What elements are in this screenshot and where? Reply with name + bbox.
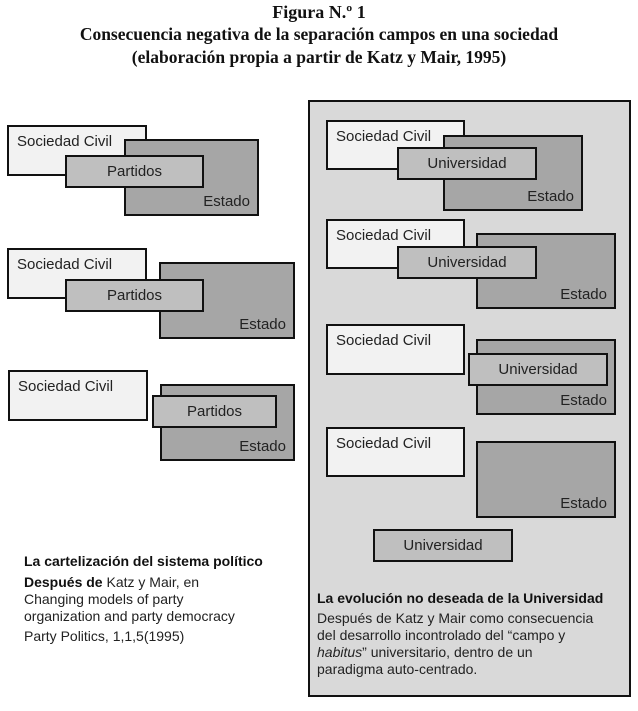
universidad-box bbox=[397, 147, 537, 180]
right-caption-line-1: Después de Katz y Mair como consecuencia bbox=[317, 610, 594, 626]
estado-box bbox=[476, 441, 616, 518]
estado-label: Estado bbox=[239, 438, 286, 455]
estado-label: Estado bbox=[560, 495, 607, 512]
sociedad-civil-label: Sociedad Civil bbox=[17, 133, 113, 150]
sociedad-civil-box bbox=[326, 324, 465, 375]
universidad-label: Universidad bbox=[427, 254, 507, 271]
sociedad-civil-label: Sociedad Civil bbox=[17, 256, 113, 273]
universidad-label: Universidad bbox=[403, 537, 483, 554]
estado-label: Estado bbox=[560, 392, 607, 409]
partidos-box bbox=[65, 155, 204, 188]
partidos-box bbox=[152, 395, 277, 428]
right-caption bbox=[317, 590, 627, 678]
left-caption-heading: La cartelización del sistema político bbox=[24, 553, 263, 569]
universidad-label: Universidad bbox=[498, 361, 578, 378]
left-caption-line-1-rest: Katz y Mair, en bbox=[102, 574, 200, 590]
sociedad-civil-box bbox=[326, 427, 465, 477]
sociedad-civil-box bbox=[8, 370, 148, 421]
left-caption-line-1 bbox=[24, 574, 294, 591]
partidos-label: Partidos bbox=[106, 163, 163, 180]
estado-label: Estado bbox=[239, 316, 286, 333]
figure-title: Figura N.º 1 bbox=[272, 2, 366, 22]
universidad-label: Universidad bbox=[427, 155, 507, 172]
partidos-label: Partidos bbox=[106, 287, 163, 304]
right-caption-line-3 bbox=[317, 644, 627, 661]
left-caption-line-4: Party Politics, 1,1,5(1995) bbox=[24, 628, 185, 644]
sociedad-civil-label: Sociedad Civil bbox=[336, 128, 432, 145]
sociedad-civil-label: Sociedad Civil bbox=[18, 378, 114, 395]
sociedad-civil-label: Sociedad Civil bbox=[336, 332, 432, 349]
universidad-box bbox=[373, 529, 513, 562]
partidos-label: Partidos bbox=[186, 403, 243, 420]
sociedad-civil-label: Sociedad Civil bbox=[336, 227, 432, 244]
right-caption-line-4: paradigma auto-centrado. bbox=[317, 661, 478, 677]
left-caption bbox=[24, 553, 294, 645]
figure-source: (elaboración propia a partir de Katz y Mair, 1995) bbox=[131, 47, 507, 67]
partidos-box bbox=[65, 279, 204, 312]
left-caption-line-3: organization and party democracy bbox=[24, 608, 235, 624]
estado-label: Estado bbox=[527, 188, 574, 205]
left-caption-bold-lead: Después de bbox=[24, 574, 103, 590]
left-caption-line-2: Changing models of party bbox=[24, 591, 184, 607]
estado-label: Estado bbox=[203, 193, 250, 210]
universidad-box bbox=[468, 353, 608, 386]
right-caption-heading: La evolución no deseada de la Universidad bbox=[317, 590, 604, 606]
estado-label: Estado bbox=[560, 286, 607, 303]
right-caption-line-3-rest: ” universitario, dentro de un bbox=[362, 644, 533, 660]
right-caption-line-2: del desarrollo incontrolado del “campo y bbox=[317, 627, 566, 643]
sociedad-civil-label: Sociedad Civil bbox=[336, 435, 432, 452]
figure-subtitle: Consecuencia negativa de la separación campos en una sociedad bbox=[79, 24, 559, 44]
universidad-box bbox=[397, 246, 537, 279]
habitus-italic: habitus bbox=[317, 644, 363, 660]
